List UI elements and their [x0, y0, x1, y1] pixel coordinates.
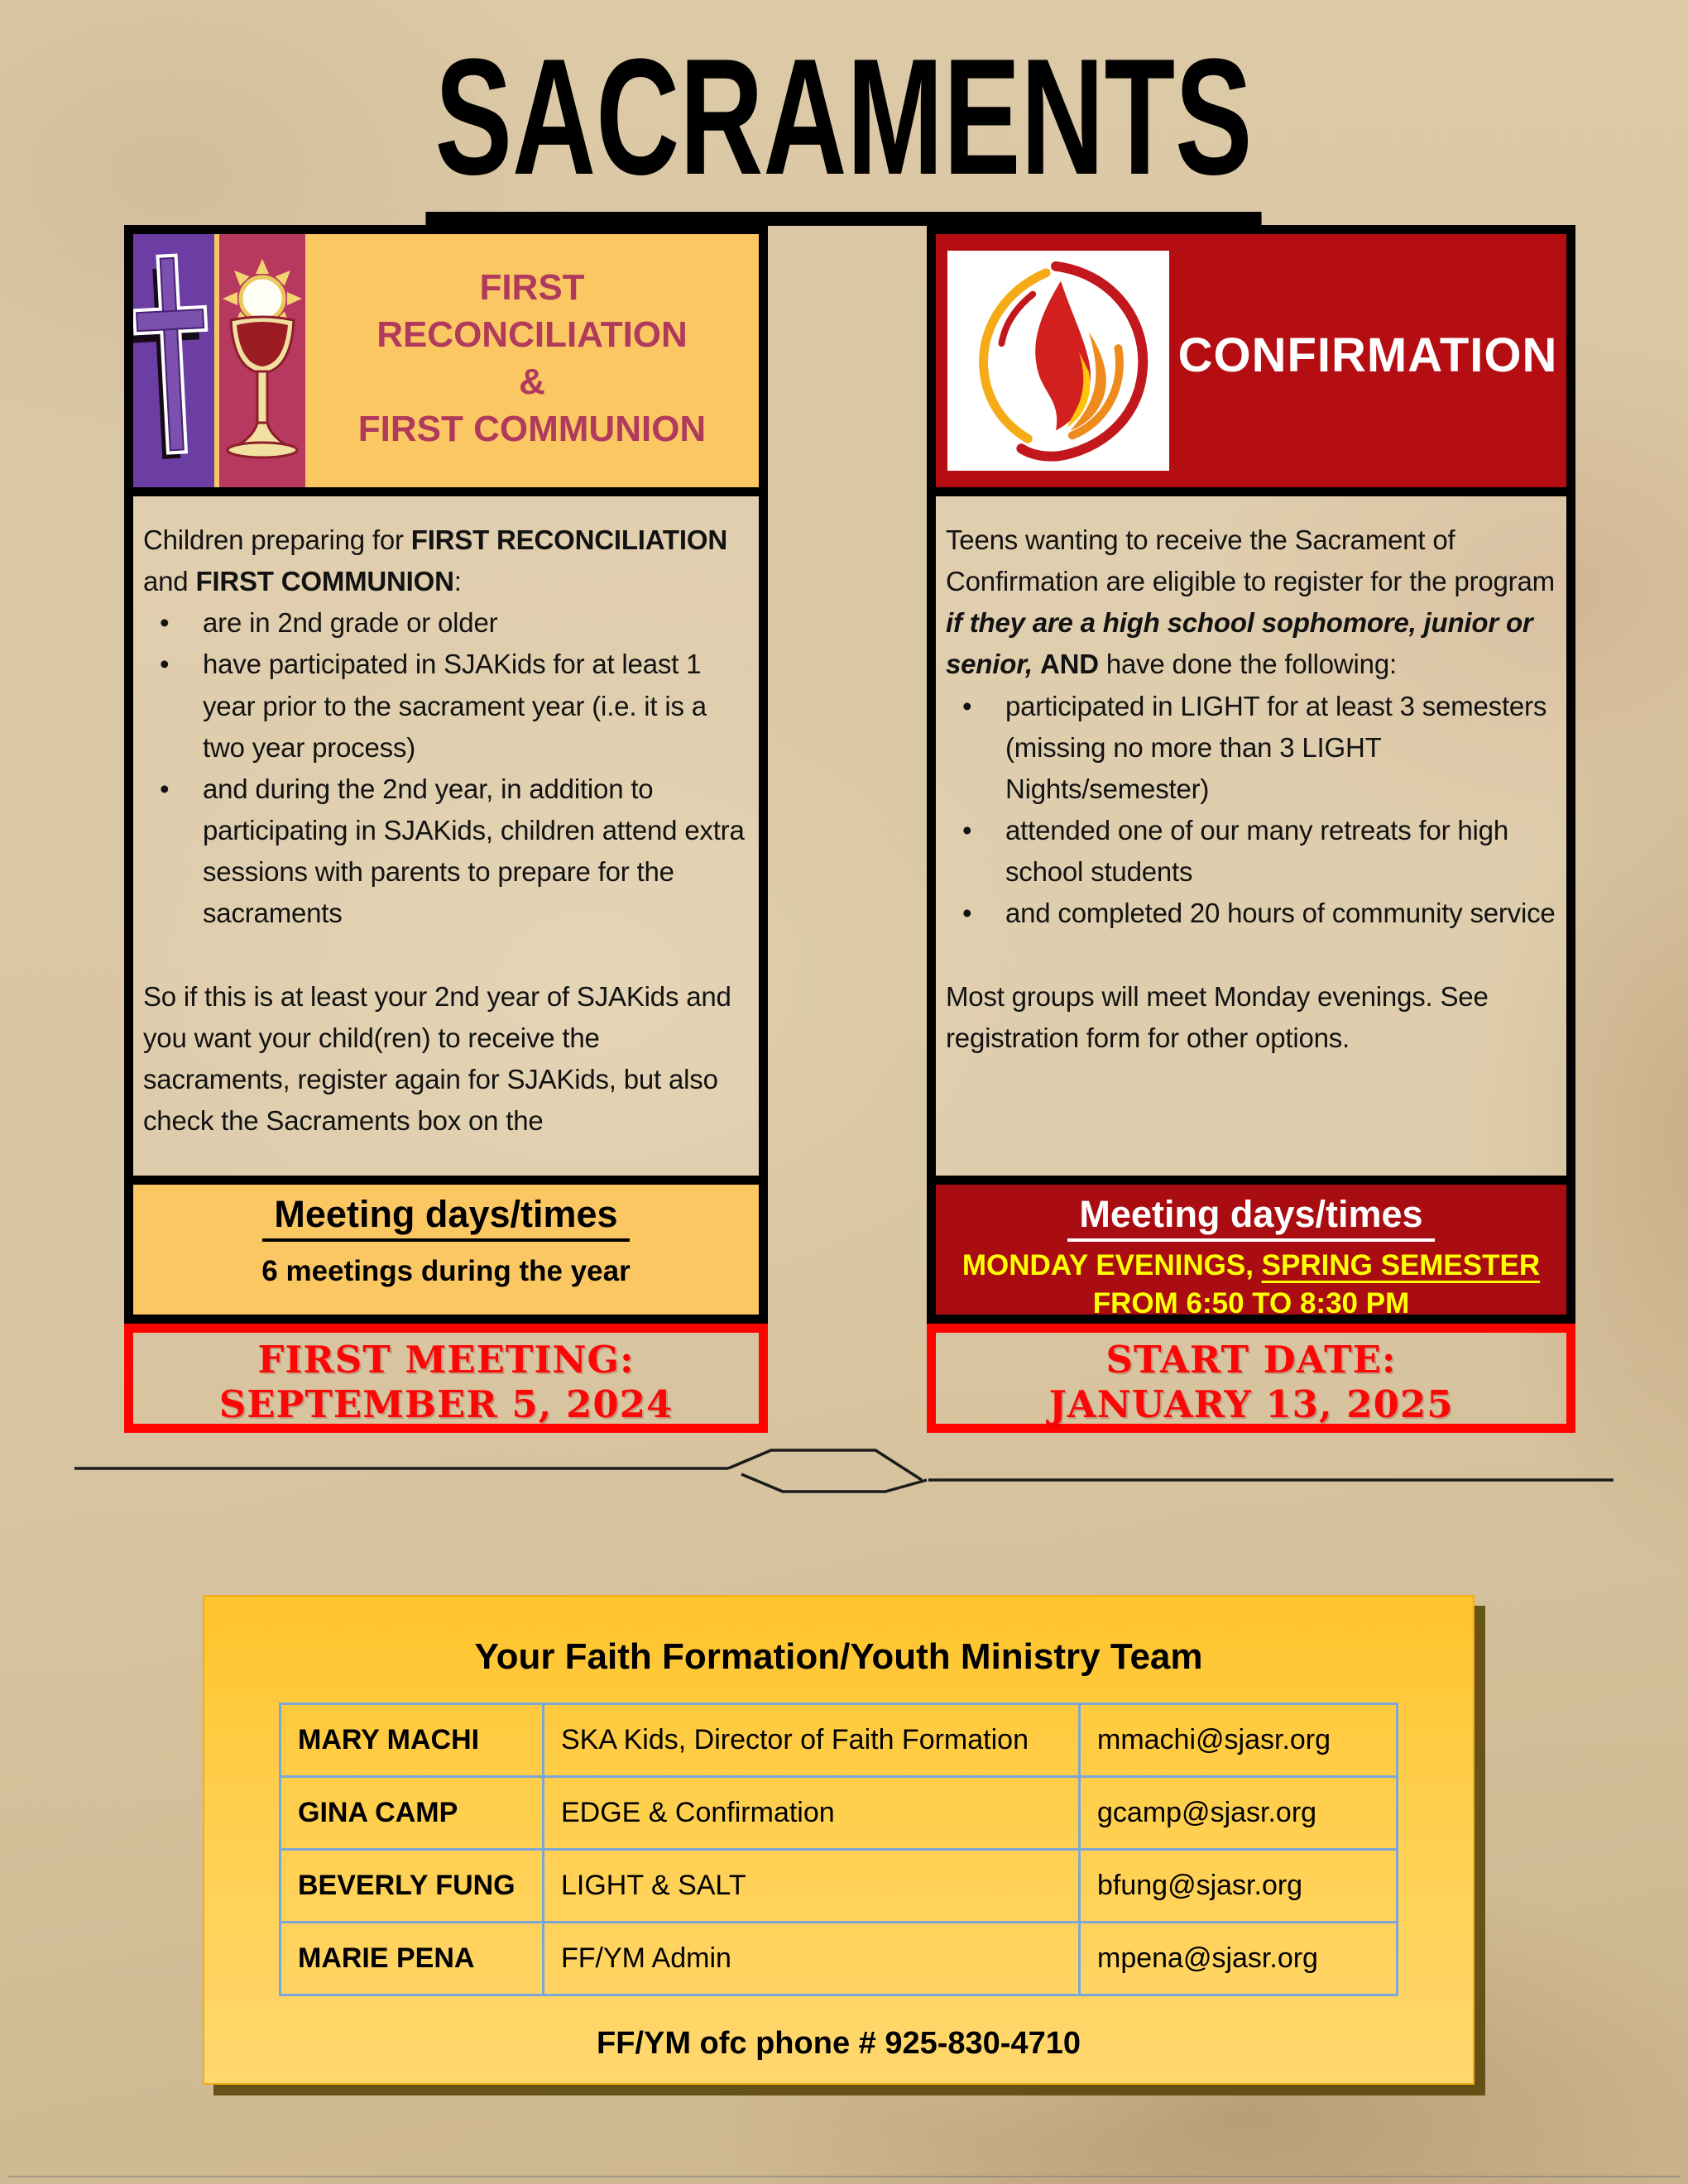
- date-box-line: START DATE:: [1105, 1338, 1397, 1382]
- card-title-line: &: [519, 362, 545, 402]
- member-name: BEVERLY FUNG: [281, 1850, 544, 1923]
- member-name: MARY MACHI: [281, 1704, 544, 1777]
- meeting-detail: MONDAY EVENINGS, SPRING SEMESTER FROM 6:50 TO 8:30 PM: [961, 1249, 1541, 1320]
- start-date-box: [927, 1324, 1575, 1433]
- first-communion-card: [124, 225, 768, 1433]
- intro-paragraph: Children preparing for FIRST RECONCILIATION and FIRST COMMUNION:: [143, 524, 727, 597]
- card-title-line: FIRST: [479, 266, 585, 308]
- title-area: [0, 25, 1688, 226]
- member-name: GINA CAMP: [281, 1777, 544, 1850]
- intro-paragraph: Teens wanting to receive the Sacrament of Confirmation are eligible to register for the program if they are a high school sophomore, junior or senior, AND have done the following:: [946, 524, 1555, 680]
- hexagon-line-divider: [0, 1444, 1688, 1510]
- member-email: mpena@sjasr.org: [1080, 1923, 1398, 1995]
- confirmation-card-header: [927, 225, 1575, 496]
- first-meeting-date-box: [124, 1324, 768, 1433]
- first-communion-card-body: [124, 496, 768, 1185]
- confirmation-card-title: CONFIRMATION: [1177, 328, 1558, 382]
- host-icon: [241, 277, 284, 320]
- team-box: [203, 1595, 1475, 2085]
- table-row: [281, 1704, 1398, 1777]
- table-row: [281, 1777, 1398, 1850]
- member-email: gcamp@sjasr.org: [1080, 1777, 1398, 1850]
- meeting-heading: Meeting days/times: [1067, 1193, 1434, 1242]
- flame-icon: [947, 251, 1169, 470]
- member-role: FF/YM Admin: [544, 1923, 1080, 1995]
- confirmation-meeting-box: [927, 1185, 1575, 1324]
- list-item: • and during the 2nd year, in addition to participating in SJAKids, children attend extra sessions with parents to prepare for the sacraments: [143, 769, 752, 935]
- page-title: SACRAMENTS: [426, 33, 1262, 226]
- member-role: LIGHT & SALT: [544, 1850, 1080, 1923]
- first-communion-card-title: [305, 234, 759, 487]
- card-title-line: FIRST COMMUNION: [357, 409, 707, 450]
- confirmation-card-body: [927, 496, 1575, 1185]
- date-box-line: FIRST MEETING:: [257, 1338, 635, 1382]
- meeting-heading: Meeting days/times: [262, 1193, 629, 1242]
- office-phone: FF/YM ofc phone # 925-830-4710: [597, 2026, 1081, 2061]
- requirements-list: [143, 602, 752, 934]
- list-item: • participated in LIGHT for at least 3 semesters (missing no more than 3 LIGHT Nights/semester): [946, 686, 1560, 810]
- member-email: mmachi@sjasr.org: [1080, 1704, 1398, 1777]
- list-item: • have participated in SJAKids for at least 1 year prior to the sacrament year (i.e. it is a two year process): [143, 644, 752, 768]
- requirements-list: [946, 686, 1560, 935]
- outro-paragraph: So if this is at least your 2nd year of SJAKids and you want your child(ren) to receive the sacraments, register again for SJAKids, but also check the Sacraments box on the: [143, 980, 731, 1137]
- team-title: Your Faith Formation/Youth Ministry Team: [474, 1636, 1203, 1677]
- date-box-line: JANUARY 13, 2025: [1048, 1382, 1454, 1426]
- list-item: • and completed 20 hours of community service: [946, 893, 1560, 934]
- flame-logo: [947, 251, 1169, 471]
- cross-and-chalice-icon: [133, 234, 305, 487]
- member-role: SKA Kids, Director of Faith Formation: [544, 1704, 1080, 1777]
- confirmation-card: [927, 225, 1575, 1433]
- card-title-line: RECONCILIATION: [376, 314, 688, 355]
- list-item: • attended one of our many retreats for high school students: [946, 810, 1560, 893]
- meeting-detail: 6 meetings during the year: [261, 1255, 631, 1287]
- outro-paragraph: Most groups will meet Monday evenings. See registration form for other options.: [946, 980, 1489, 1053]
- team-table: [279, 1703, 1398, 1996]
- date-box-line: SEPTEMBER 5, 2024: [218, 1382, 674, 1426]
- list-item: • are in 2nd grade or older: [143, 602, 752, 644]
- cross-and-chalice-artwork: [133, 234, 305, 487]
- member-role: EDGE & Confirmation: [544, 1777, 1080, 1850]
- first-communion-card-header: [124, 225, 768, 496]
- member-name: MARIE PENA: [281, 1923, 544, 1995]
- first-communion-meeting-box: [124, 1185, 768, 1324]
- member-email: bfung@sjasr.org: [1080, 1850, 1398, 1923]
- table-row: [281, 1850, 1398, 1923]
- scan-edge-line: [8, 2176, 1680, 2177]
- table-row: [281, 1923, 1398, 1995]
